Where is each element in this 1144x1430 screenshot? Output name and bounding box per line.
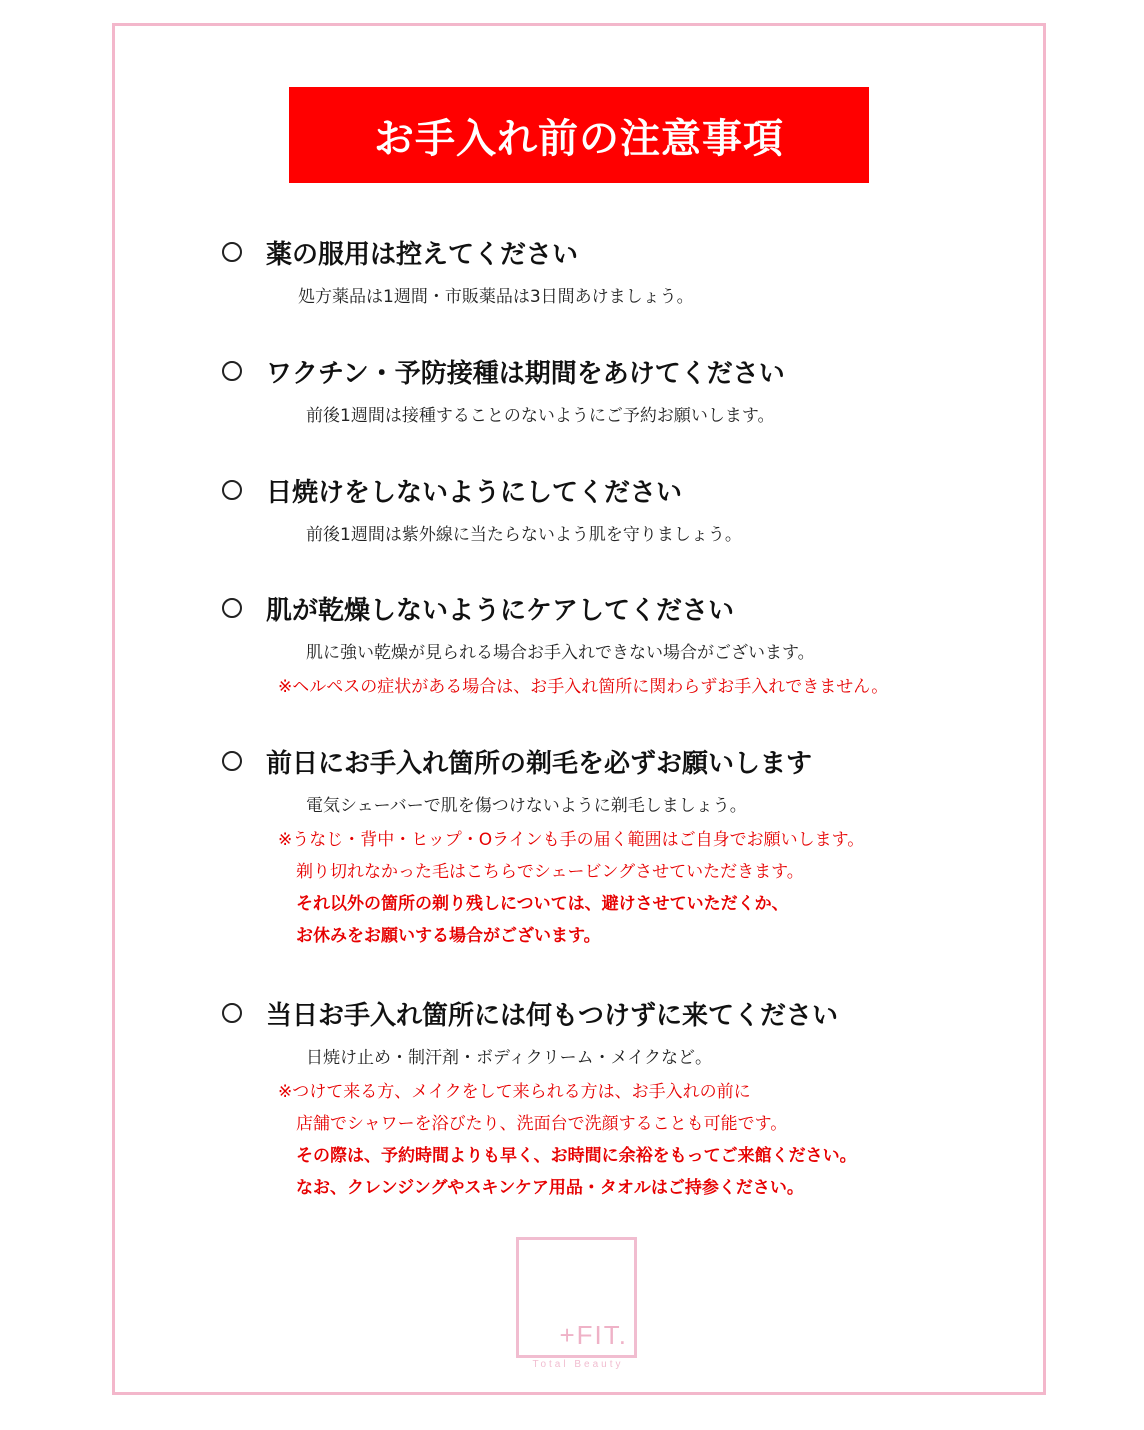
section-heading-text: 日焼けをしないようにしてください bbox=[266, 477, 683, 508]
section-description: 前後1週間は接種することのないようにご予約お願いします。 bbox=[306, 406, 775, 426]
section-heading bbox=[222, 588, 982, 628]
section-heading-text: 前日にお手入れ箇所の剃毛を必ずお願いします bbox=[266, 748, 813, 779]
section-medication bbox=[222, 232, 982, 307]
section-description: 日焼け止め・制汗剤・ボディクリーム・メイクなど。 bbox=[306, 1048, 712, 1068]
caution-note: ※うなじ・背中・ヒップ・Oラインも手の届く範囲はご自身でお願いします。 bbox=[278, 830, 865, 850]
logo-mark: +FIT. bbox=[559, 1320, 628, 1350]
section-description: 前後1週間は紫外線に当たらないよう肌を守りましょう。 bbox=[306, 525, 742, 545]
caution-note-bold: その際は、予約時間よりも早く、お時間に余裕をもってご来館ください。 bbox=[296, 1146, 857, 1166]
caution-note: ※ヘルペスの症状がある場合は、お手入れ箇所に関わらずお手入れできません。 bbox=[278, 677, 889, 697]
section-heading bbox=[222, 993, 982, 1033]
section-heading bbox=[222, 470, 982, 510]
caution-note-bold: なお、クレンジングやスキンケア用品・タオルはご持参ください。 bbox=[296, 1178, 804, 1198]
circle-bullet-icon bbox=[222, 361, 242, 381]
caution-note: 剃り切れなかった毛はこちらでシェービングさせていただきます。 bbox=[296, 862, 804, 882]
caution-note-bold: お休みをお願いする場合がございます。 bbox=[296, 926, 601, 946]
title-banner bbox=[289, 87, 869, 183]
section-nothing-applied bbox=[222, 993, 982, 1204]
caution-note-bold: それ以外の箇所の剃り残しについては、避けさせていただくか、 bbox=[296, 894, 789, 914]
section-dry-skin bbox=[222, 588, 982, 703]
brand-logo bbox=[516, 1237, 637, 1358]
section-heading-text: 肌が乾燥しないようにケアしてください bbox=[266, 595, 735, 626]
section-heading-text: 当日お手入れ箇所には何もつけずに来てください bbox=[266, 1000, 839, 1031]
caution-note: 店舗でシャワーを浴びたり、洗面台で洗顔することも可能です。 bbox=[296, 1114, 788, 1134]
section-heading-text: 薬の服用は控えてください bbox=[266, 239, 579, 270]
circle-bullet-icon bbox=[222, 242, 242, 262]
section-heading bbox=[222, 351, 982, 391]
section-description: 肌に強い乾燥が見られる場合お手入れできない場合がございます。 bbox=[306, 643, 815, 663]
circle-bullet-icon bbox=[222, 598, 242, 618]
section-heading bbox=[222, 232, 982, 272]
section-shaving bbox=[222, 741, 982, 952]
section-sunburn bbox=[222, 470, 982, 545]
section-description: 電気シェーバーで肌を傷つけないように剃毛しましょう。 bbox=[306, 796, 747, 816]
circle-bullet-icon bbox=[222, 480, 242, 500]
logo-tagline: Total Beauty bbox=[532, 1359, 624, 1370]
caution-note: ※つけて来る方、メイクをして来られる方は、お手入れの前に bbox=[278, 1082, 751, 1102]
section-description: 処方薬品は1週間・市販薬品は3日間あけましょう。 bbox=[298, 287, 694, 307]
section-heading-text: ワクチン・予防接種は期間をあけてください bbox=[266, 358, 785, 389]
circle-bullet-icon bbox=[222, 751, 242, 771]
page-title: お手入れ前の注意事項 bbox=[374, 115, 784, 162]
circle-bullet-icon bbox=[222, 1003, 242, 1023]
section-heading bbox=[222, 741, 982, 781]
section-vaccination bbox=[222, 351, 982, 426]
